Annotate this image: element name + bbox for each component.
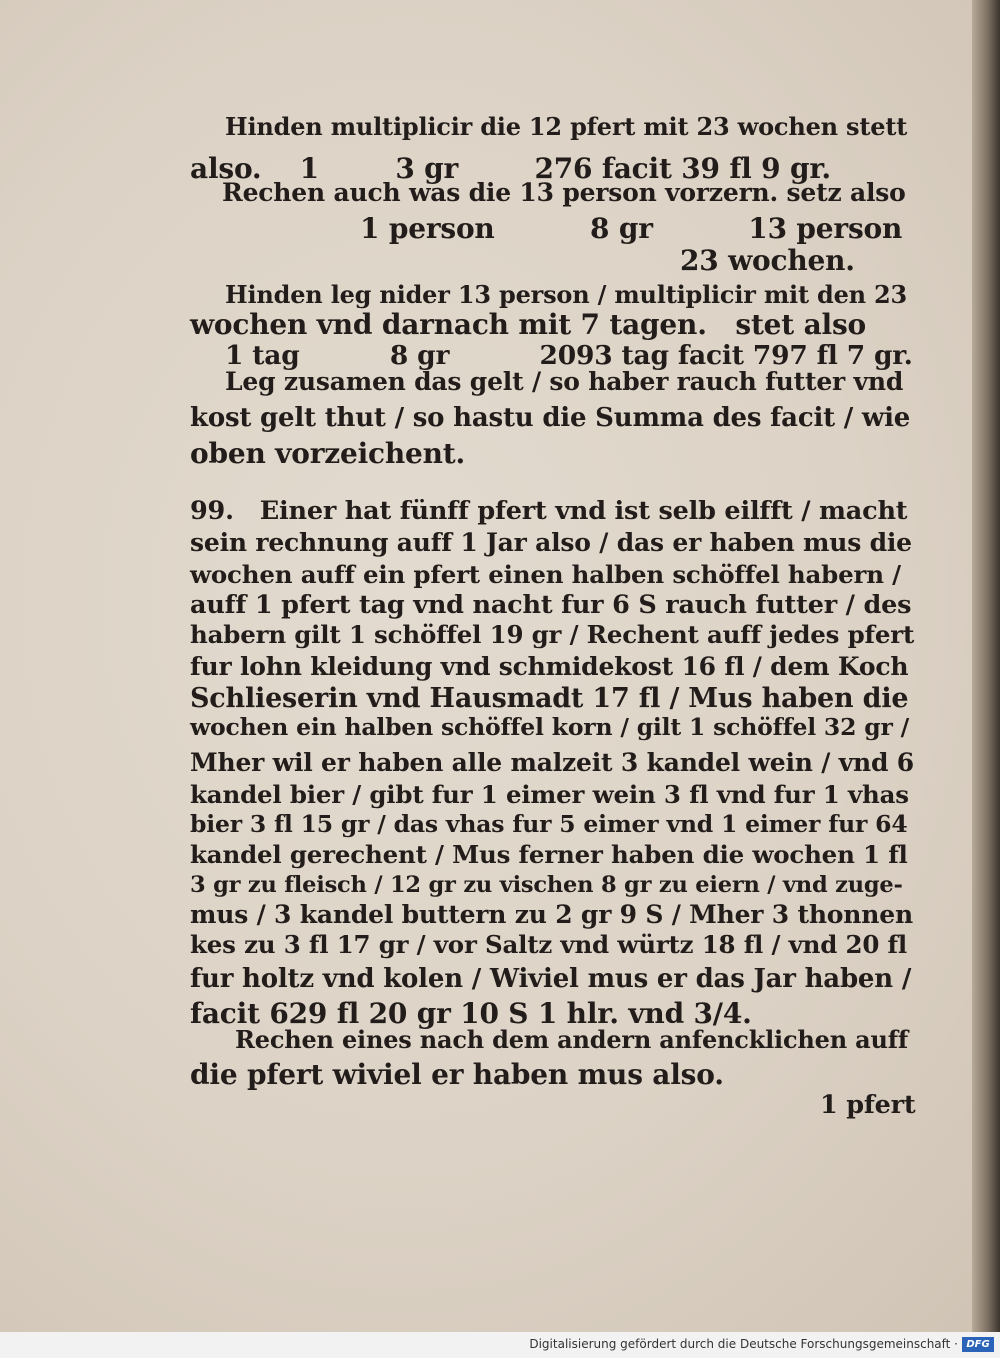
text-line: Leg zusamen das gelt / so haber rauch futter vnd: [225, 367, 904, 396]
text-line: fur lohn kleidung vnd schmidekost 16 fl / dem Koch: [190, 652, 909, 681]
text-line: oben vorzeichent.: [190, 437, 466, 470]
text-line: Hinden multiplicir die 12 pfert mit 23 wochen stett: [225, 112, 908, 141]
text-line: die pfert wiviel er haben mus also.: [190, 1058, 724, 1091]
text-line: kandel bier / gibt fur 1 eimer wein 3 fl vnd fur 1 vhas: [190, 780, 909, 809]
text-line: wochen auff ein pfert einen halben schöffel habern /: [190, 560, 901, 589]
text-line: 23 wochen.: [680, 244, 855, 277]
text-line: kost gelt thut / so hastu die Summa des facit / wie: [190, 403, 911, 433]
dfg-logo-icon: DFG: [962, 1337, 994, 1352]
text-line: Schlieserin vnd Hausmadt 17 fl / Mus haben die: [190, 683, 909, 714]
text-line: 1 person 8 gr 13 person: [360, 212, 903, 245]
text-line: 99. Einer hat fünff pfert vnd ist selb eilfft / macht: [190, 496, 908, 526]
text-line: mus / 3 kandel buttern zu 2 gr 9 S / Mher 3 thonnen: [190, 900, 913, 929]
book-spine-shadow: [972, 0, 1000, 1332]
text-line: also. 1 3 gr 276 facit 39 fl 9 gr.: [190, 152, 831, 185]
text-line: kes zu 3 fl 17 gr / vor Saltz vnd würtz 18 fl / vnd 20 fl: [190, 930, 907, 959]
text-line: fur holtz vnd kolen / Wiviel mus er das Jar haben /: [190, 964, 912, 994]
text-line: bier 3 fl 15 gr / das vhas fur 5 eimer vnd 1 eimer fur 64: [190, 810, 908, 838]
text-line: auff 1 pfert tag vnd nacht fur 6 S rauch futter / des: [190, 590, 912, 620]
text-line: kandel gerechent / Mus ferner haben die wochen 1 fl: [190, 840, 908, 869]
text-line: Rechen auch was die 13 person vorzern. setz also: [222, 178, 906, 207]
funding-credit: Digitalisierung gefördert durch die Deutsche Forschungsgemeinschaft ·: [529, 1337, 958, 1351]
text-line: Mher wil er haben alle malzeit 3 kandel wein / vnd 6: [190, 748, 914, 777]
footer-bar: [0, 1332, 1000, 1358]
text-line: 1 pfert: [820, 1090, 916, 1120]
text-line: habern gilt 1 schöffel 19 gr / Rechent auff jedes pfert: [190, 620, 915, 649]
text-line: wochen ein halben schöffel korn / gilt 1 schöffel 32 gr /: [190, 713, 909, 741]
text-line: Hinden leg nider 13 person / multiplicir mit den 23: [225, 280, 908, 309]
text-line: 1 tag 8 gr 2093 tag facit 797 fl 7 gr.: [225, 340, 913, 371]
text-line: Rechen eines nach dem andern anfencklichen auff: [235, 1025, 908, 1054]
text-line: wochen vnd darnach mit 7 tagen. stet also: [190, 308, 866, 341]
text-line: 3 gr zu fleisch / 12 gr zu vischen 8 gr zu eiern / vnd zuge-: [190, 872, 903, 898]
text-line: sein rechnung auff 1 Jar also / das er haben mus die: [190, 528, 912, 557]
text-line: facit 629 fl 20 gr 10 S 1 hlr. vnd 3/4.: [190, 997, 752, 1030]
